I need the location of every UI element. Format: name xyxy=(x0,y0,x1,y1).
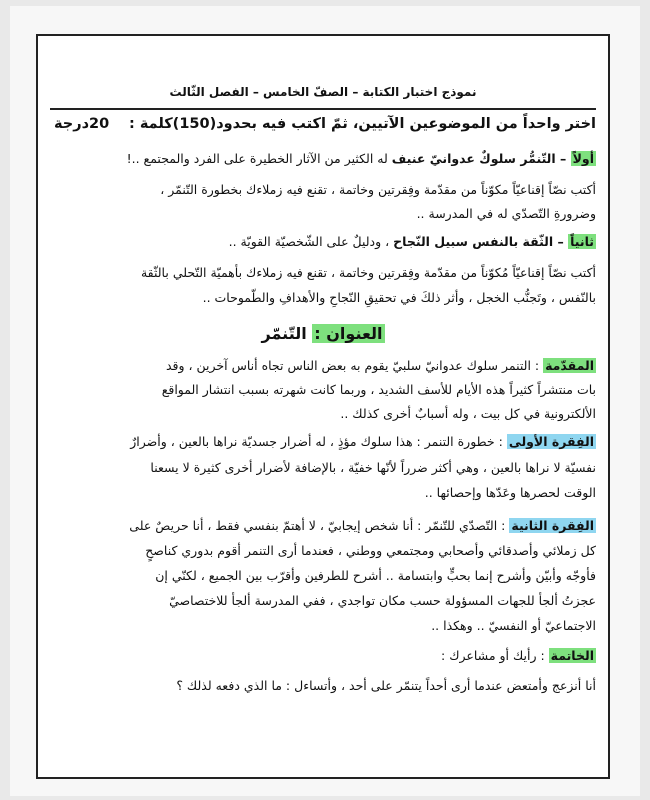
grade-label xyxy=(54,116,109,132)
topic2-heading xyxy=(50,234,596,249)
para2-line2: كل زملائي وأصدقائي وأصحابي ومجتمعي ووطني ، فعندما أرى التنمر أقوم بدوري كناصحٍ xyxy=(145,543,596,558)
title-label: العنوان : xyxy=(314,324,383,343)
page-header: نموذج اختبار الكتابة – الصفّ الخامس – الفصل الثّالث xyxy=(169,85,477,99)
page-sheet xyxy=(10,6,640,796)
grade-word: درجة xyxy=(54,116,90,132)
conclusion-line1 xyxy=(50,648,596,663)
intro-line1-text: : التنمر سلوك عدوانيّ سلبيّ يقوم به بعض الناس تجاه أناس آخرين ، وقد xyxy=(165,358,544,373)
topic1-task-line2: وضرورةِ التّصدّي له في المدرسة .. xyxy=(416,206,596,221)
grade-number: 20 xyxy=(89,116,110,132)
para1-line3: الوقت لحصرها وعَدّها وإحصائها .. xyxy=(424,485,596,500)
topic1-label: أولاً xyxy=(572,151,594,166)
instruction-text: اختر واحداً من الموضوعين الآتيين، ثمّ اكتب فيه بحدود(150)كلمة : xyxy=(128,116,596,132)
para2-label: الفِقرة الثانية xyxy=(511,518,594,533)
para2-line1-text: : التّصدّي للتّنمّر : أنا شخص إيجابيّ ، لا أهتمّ بنفسي فقط ، أنا حريصٌ على xyxy=(129,518,510,533)
exam-frame xyxy=(36,34,610,779)
topic2-task-line2: بالنّفس ، وتَجنُّب الخجل ، وأثر ذلكَ في تحقيقِ النّجاحِ والأهدافِ والطّموحات .. xyxy=(202,290,596,305)
topic2-title: – الثّقة بالنفس سبيل النّجاح xyxy=(393,234,569,249)
title-value: التّنمّر xyxy=(261,324,313,343)
intro-label: المقدّمة xyxy=(545,358,594,373)
topic1-rest: له الكثير من الآثار الخطيرة على الفرد والمجتمع ..! xyxy=(126,151,392,166)
essay-title xyxy=(50,324,596,343)
topic2-task-line1: أكتب نصّاً إقناعيّاً مُكوّناً من مقدّمة وفِقرتين وخاتمة ، تقنع فيه زملاءك بأهميّة التّحلي بالثّقة xyxy=(140,265,596,280)
para2-line5: الاجتماعيّ أو النفسيّ .. وهكذا .. xyxy=(431,618,596,633)
para1-line1 xyxy=(50,434,596,449)
instruction xyxy=(50,116,596,132)
conclusion-label: الخاتمة xyxy=(550,648,594,663)
topic1-heading xyxy=(50,151,596,166)
conclusion-line1-text: : رأيك أو مشاعرك : xyxy=(441,648,549,663)
conclusion-line2: أنا أنزعج وأمتعض عندما أرى أحداً يتنمّر على أحد ، وأتساءل : ما الذي دفعه لذلك ؟ xyxy=(176,678,596,693)
topic1-task-line1: أكتب نصّاً إقناعيّاً مكوّناً من مقدّمة وفِقرتين وخاتمة ، تقنع فيه زملاءك بخطورة التّنمّر ، xyxy=(160,182,596,197)
para1-line1-text: : خطورة التنمر : هذا سلوك مؤذٍ ، له أضرار جسديّة نراها بالعين ، وأضرارٌ xyxy=(130,434,507,449)
topic1-title: – التّنمُّر سلوكٌ عدوانيّ عنيف xyxy=(391,151,571,166)
para1-label: الفِقرة الأولى xyxy=(508,434,594,449)
para2-line3: فأوجّه وأبيّن وأشرح إنما بحبٍّ وابتسامة .. أشرح للطرفين وأقرّب بين الجميع ، لكنّي إن xyxy=(155,568,596,583)
para2-line1 xyxy=(50,518,596,533)
intro-line1 xyxy=(50,358,596,373)
para2-line4: عجزتُ ألجأ للجهات المسؤولة حسب مكان تواجدي ، ففي المدرسة ألجأ للاختصاصيّ xyxy=(169,593,596,608)
intro-line2: بات منتشراً كثيراً هذه الأيام للأسف الشديد ، وربما كانت شهرته بسبب انتشار المواقع xyxy=(161,382,596,397)
topic2-rest: ، ودليلٌ على الشّخصيّة القويّة .. xyxy=(228,234,394,249)
intro-line3: الألكترونية في كل بيت ، وله أسبابٌ أخرى كذلك .. xyxy=(340,406,596,421)
para1-line2: نفسيّة لا نراها بالعين ، وهي أكثر ضرراً لأنّها خفيّة ، بالإضافة لأضرار أخرى كثيرة لا يسعنا xyxy=(150,460,596,475)
header-divider xyxy=(50,108,596,110)
topic2-label: ثانياً xyxy=(570,234,594,249)
